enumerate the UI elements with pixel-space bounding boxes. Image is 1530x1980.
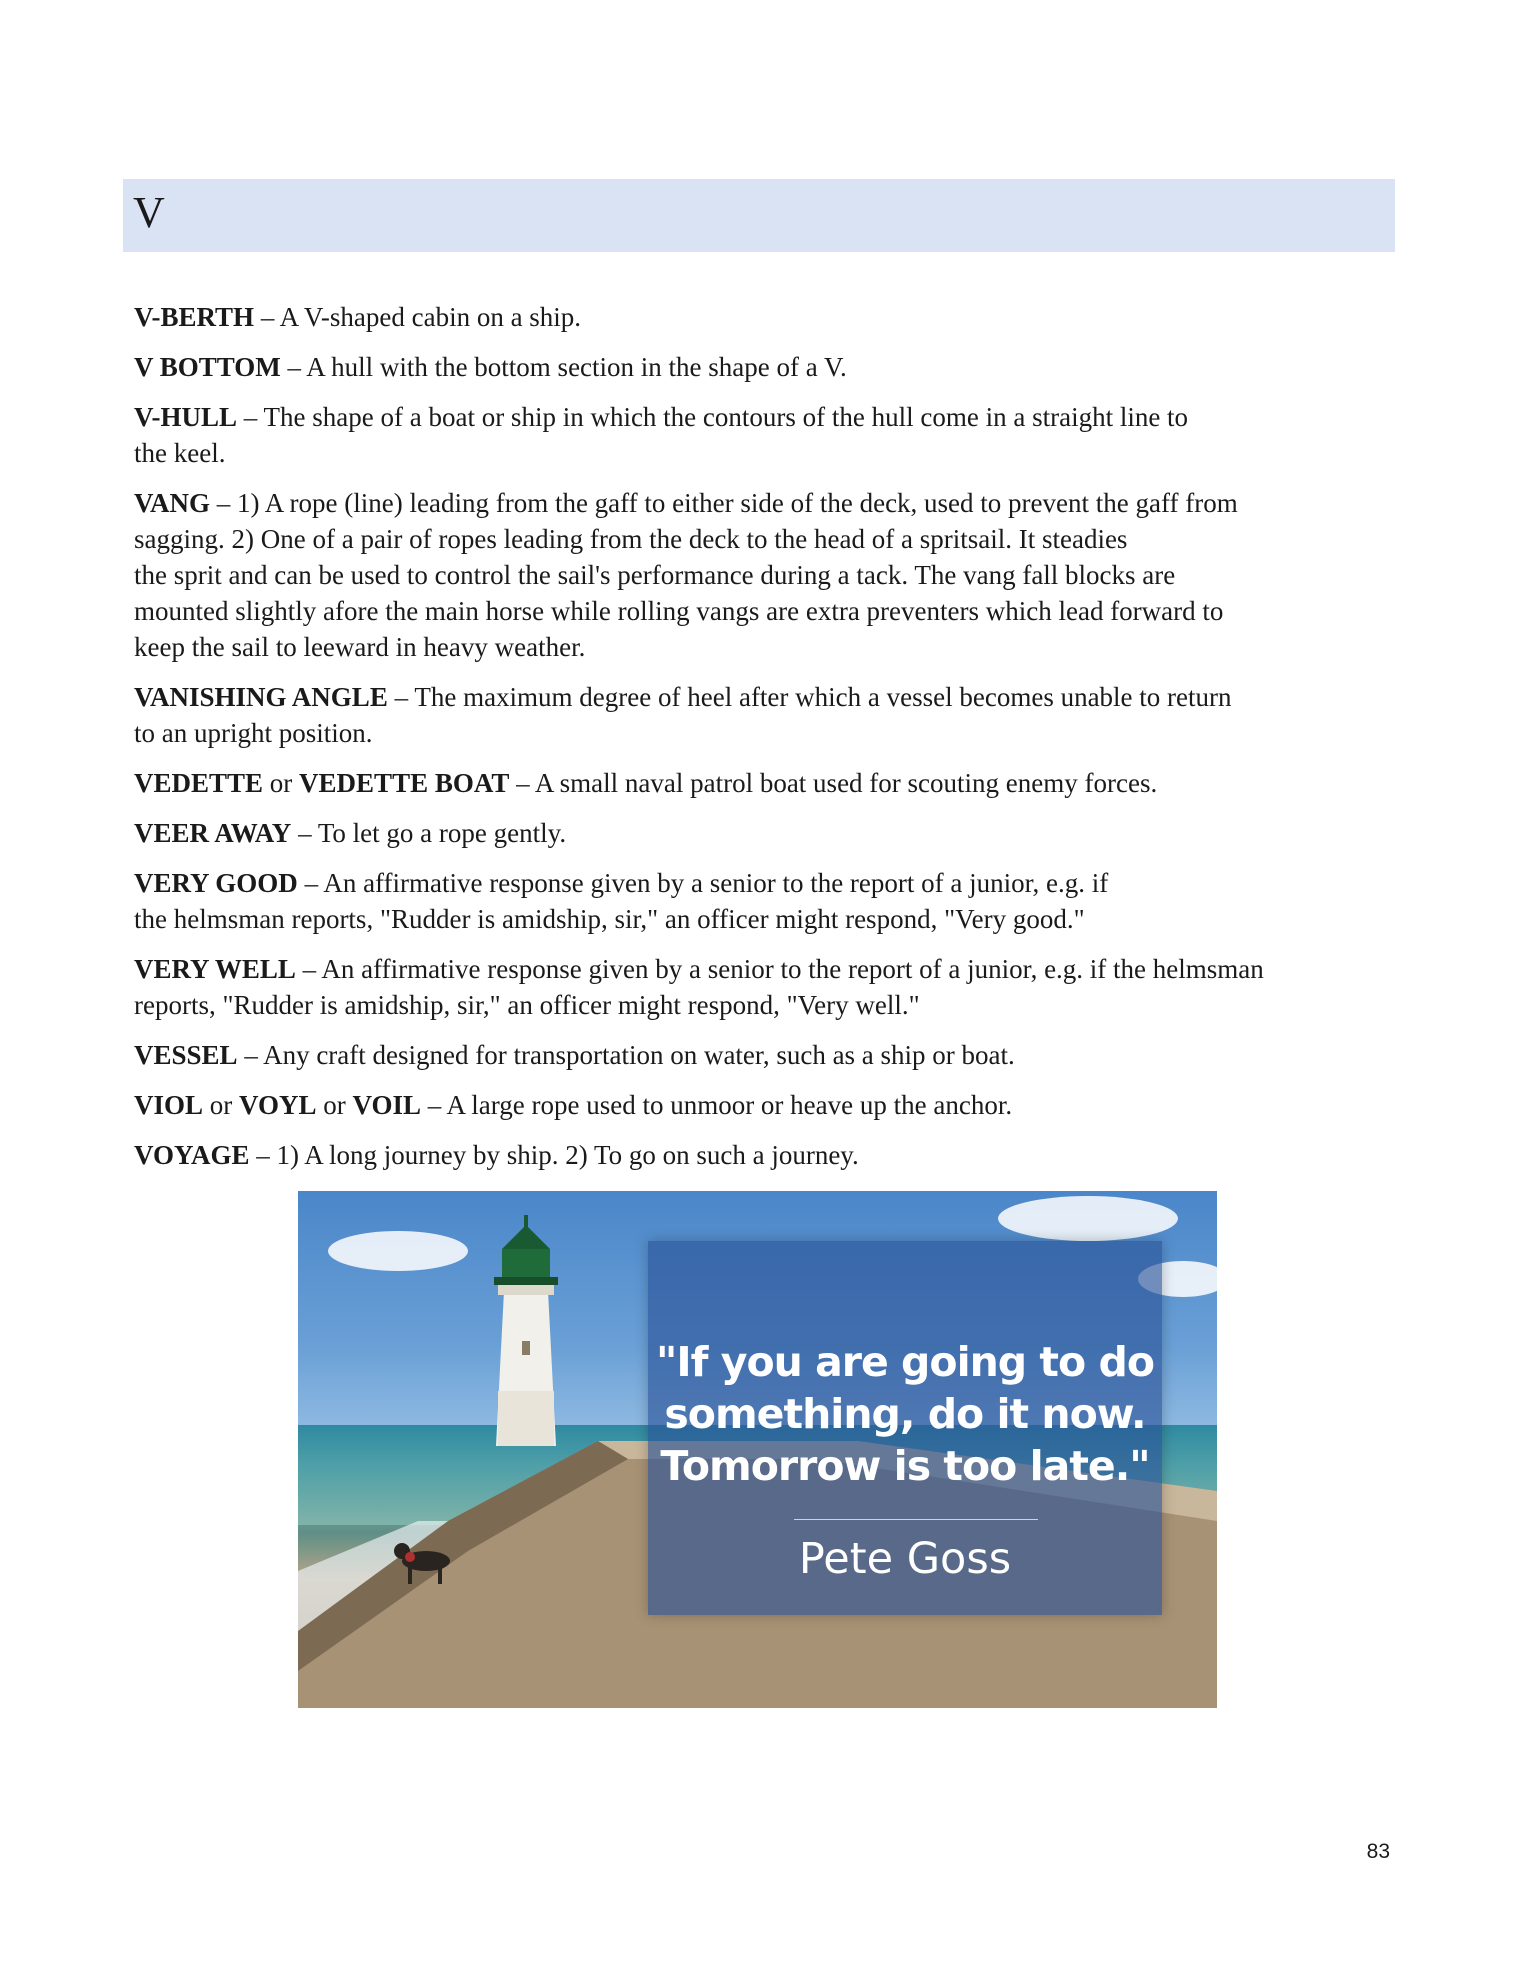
entry-joiner: or bbox=[203, 1090, 240, 1120]
entry-definition-line: mounted slightly afore the main horse while rolling vangs are extra preventers which lead forward to bbox=[134, 596, 1224, 626]
section-letter: V bbox=[133, 188, 165, 237]
entry-definition: – A large rope used to unmoor or heave up the anchor. bbox=[420, 1090, 1013, 1120]
glossary-entry bbox=[134, 1137, 1396, 1173]
quote-box bbox=[648, 1241, 1162, 1615]
entry-definition-line: sagging. 2) One of a pair of ropes leading from the deck to the head of a spritsail. It steadies bbox=[134, 524, 1128, 554]
glossary-entry bbox=[134, 299, 1396, 335]
entry-definition: – A small naval patrol boat used for scouting enemy forces. bbox=[509, 768, 1158, 798]
entry-definition: – 1) A long journey by ship. 2) To go on such a journey. bbox=[249, 1140, 859, 1170]
entry-joiner: or bbox=[263, 768, 300, 798]
entry-definition-line: reports, "Rudder is amidship, sir," an officer might respond, "Very well." bbox=[134, 990, 920, 1020]
entry-term: VERY GOOD bbox=[134, 868, 298, 898]
glossary-entry bbox=[134, 485, 1396, 665]
entry-term: V-BERTH bbox=[134, 302, 255, 332]
entry-term-alt: VEDETTE BOAT bbox=[299, 768, 510, 798]
entry-term-alt: VOIL bbox=[352, 1090, 421, 1120]
glossary-entry bbox=[134, 765, 1396, 801]
entry-term: V-HULL bbox=[134, 402, 238, 432]
entry-term: VANG bbox=[134, 488, 211, 518]
quote-line: "If you are going to do bbox=[656, 1338, 1154, 1386]
entry-term: VEDETTE bbox=[134, 768, 264, 798]
entry-term: VANISHING ANGLE bbox=[134, 682, 388, 712]
entry-term: VERY WELL bbox=[134, 954, 296, 984]
entry-term-alt: VOYL bbox=[239, 1090, 317, 1120]
entry-term: VOYAGE bbox=[134, 1140, 250, 1170]
quote-author: Pete Goss bbox=[798, 1534, 1012, 1584]
glossary-entry bbox=[134, 951, 1396, 1023]
entry-definition: – The shape of a boat or ship in which the contours of the hull come in a straight line to bbox=[237, 402, 1189, 432]
entry-term: VESSEL bbox=[134, 1040, 238, 1070]
lighthouse bbox=[494, 1215, 558, 1446]
page-number: 83 bbox=[1366, 1840, 1390, 1863]
glossary-entry bbox=[134, 1037, 1396, 1073]
entry-definition: – The maximum degree of heel after which a vessel becomes unable to return bbox=[387, 682, 1232, 712]
lighthouse-quote-image bbox=[298, 1191, 1217, 1708]
glossary-entry bbox=[134, 865, 1396, 937]
entry-definition: – 1) A rope (line) leading from the gaff to either side of the deck, used to prevent the gaff from bbox=[210, 488, 1238, 518]
quote-text bbox=[648, 1336, 1162, 1492]
entry-definition: – To let go a rope gently. bbox=[291, 818, 567, 848]
entry-definition: – A hull with the bottom section in the shape of a V. bbox=[280, 352, 847, 382]
entry-term: V BOTTOM bbox=[134, 352, 281, 382]
section-letter-band bbox=[123, 179, 1395, 252]
entry-definition-line: the keel. bbox=[134, 438, 226, 468]
glossary-entry bbox=[134, 349, 1396, 385]
entry-definition-line: the helmsman reports, "Rudder is amidship, sir," an officer might respond, "Very good." bbox=[134, 904, 1085, 934]
glossary-entry bbox=[134, 1087, 1396, 1123]
glossary-entry bbox=[134, 815, 1396, 851]
entry-definition-line: keep the sail to leeward in heavy weather. bbox=[134, 632, 586, 662]
entry-definition-line: the sprit and can be used to control the sail's performance during a tack. The vang fall blocks are bbox=[134, 560, 1176, 590]
glossary-entry bbox=[134, 679, 1396, 751]
entry-term: VIOL bbox=[134, 1090, 204, 1120]
entry-joiner: or bbox=[316, 1090, 353, 1120]
entry-definition: – Any craft designed for transportation on water, such as a ship or boat. bbox=[237, 1040, 1015, 1070]
glossary-entries bbox=[134, 299, 1396, 1187]
entry-definition: – An affirmative response given by a senior to the report of a junior, e.g. if bbox=[297, 868, 1109, 898]
entry-definition-line: to an upright position. bbox=[134, 718, 373, 748]
entry-definition: – A V-shaped cabin on a ship. bbox=[254, 302, 582, 332]
quote-divider bbox=[794, 1519, 1038, 1520]
entry-term: VEER AWAY bbox=[134, 818, 292, 848]
quote-line: something, do it now. bbox=[664, 1390, 1146, 1438]
quote-line: Tomorrow is too late." bbox=[660, 1442, 1150, 1490]
glossary-entry bbox=[134, 399, 1396, 471]
entry-definition: – An affirmative response given by a senior to the report of a junior, e.g. if the helmsman bbox=[295, 954, 1264, 984]
